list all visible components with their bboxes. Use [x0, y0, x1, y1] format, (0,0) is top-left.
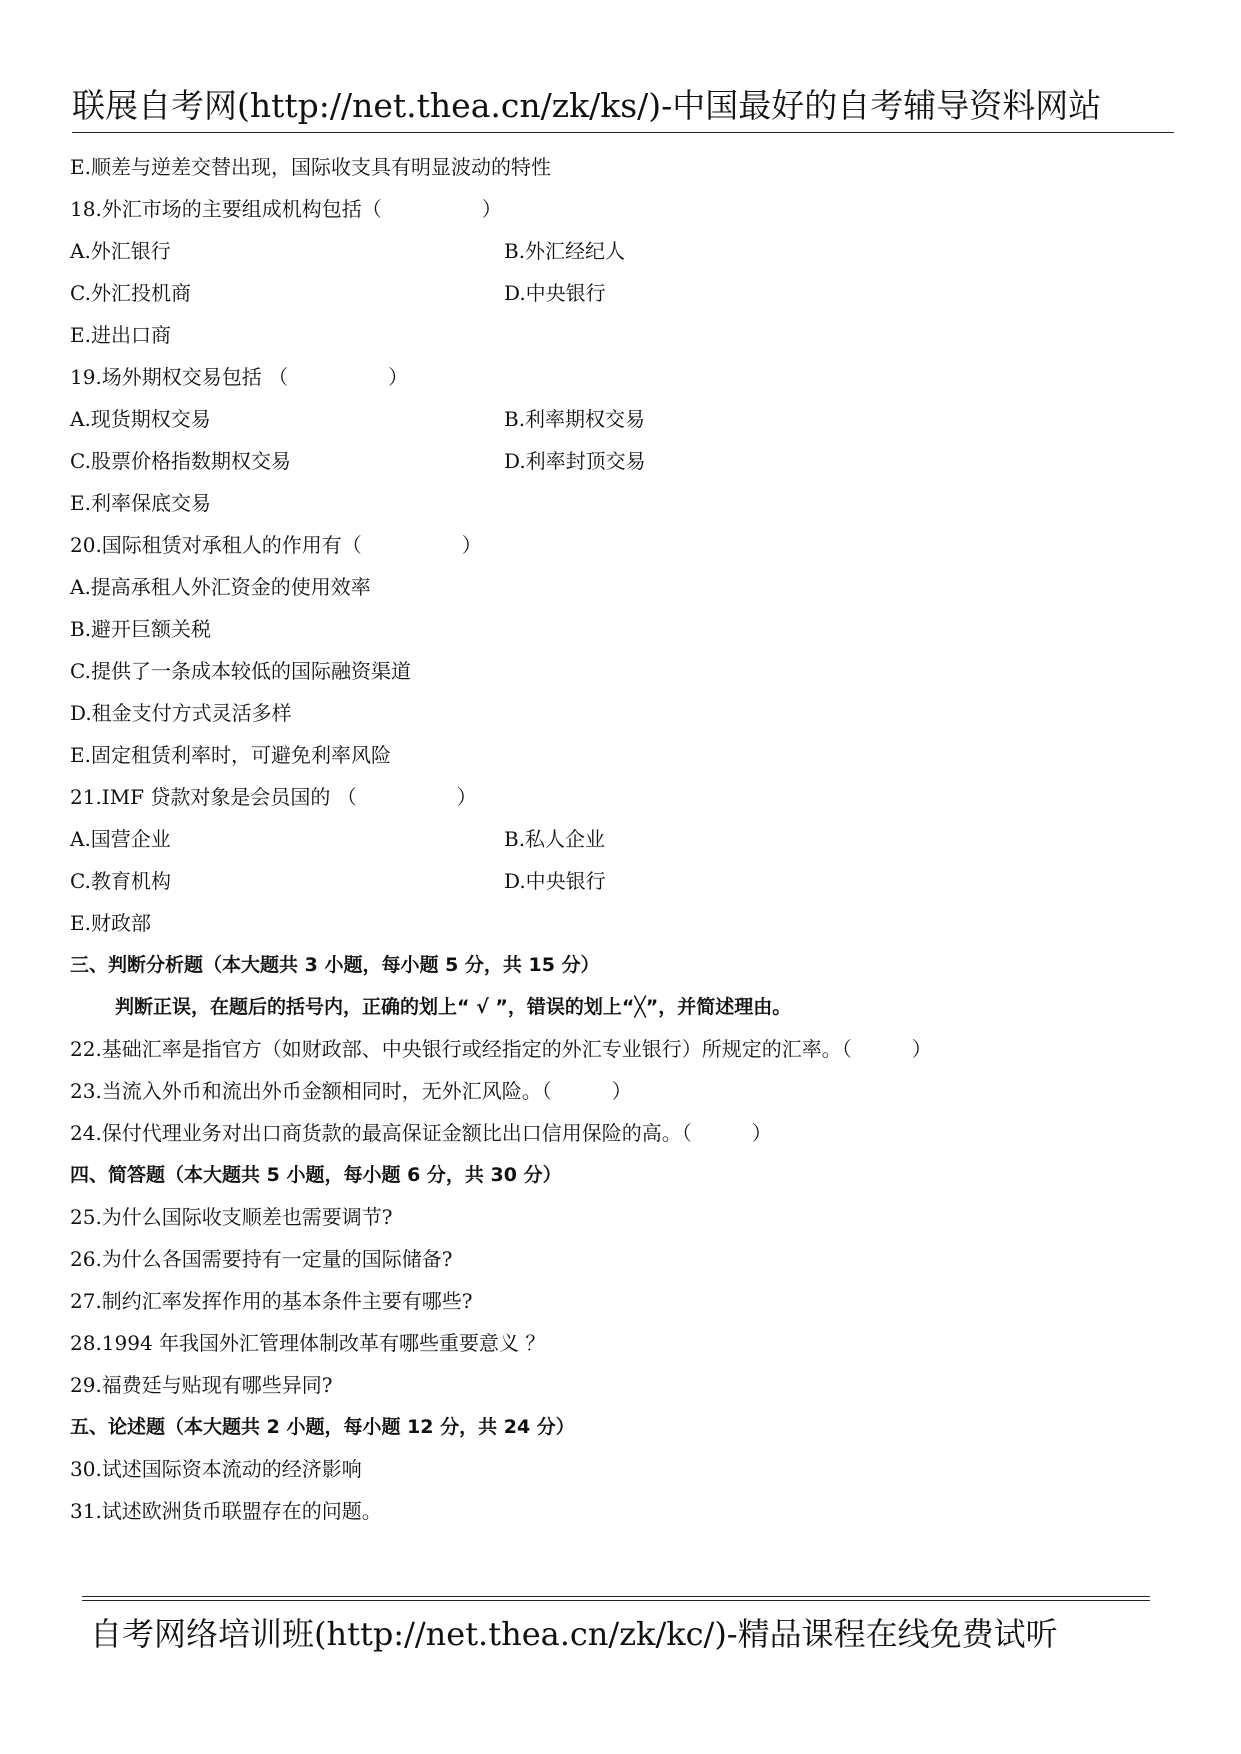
question-29: 29.福费廷与贴现有哪些异同? [70, 1373, 333, 1397]
question-27: 27.制约汇率发挥作用的基本条件主要有哪些? [70, 1289, 473, 1313]
section-heading-4: 四、简答题（本大题共 5 小题，每小题 6 分，共 30 分） [70, 1164, 562, 1186]
question-26: 26.为什么各国需要持有一定量的国际储备? [70, 1247, 453, 1271]
option-a: A.现货期权交易 [70, 407, 211, 431]
option-a: A.提高承租人外汇资金的使用效率 [70, 575, 371, 599]
option-a: A.国营企业 [70, 827, 171, 851]
option-e: E.固定租赁利率时，可避免利率风险 [70, 743, 391, 767]
question-21: 21.IMF 贷款对象是会员国的 （ ） [70, 785, 477, 809]
option-row [70, 230, 1180, 272]
option-row [70, 860, 1180, 902]
page-footer: 自考网络培训班(http://net.thea.cn/zk/kc/)-精品课程在线免费试听 [90, 1615, 1058, 1653]
question-18: 18.外汇市场的主要组成机构包括（ ） [70, 197, 502, 221]
option-row [70, 440, 1180, 482]
option-row [70, 818, 1180, 860]
question-25: 25.为什么国际收支顺差也需要调节? [70, 1205, 393, 1229]
option-d: D.中央银行 [504, 869, 606, 893]
option-c: C.外汇投机商 [70, 281, 191, 305]
option-row [70, 398, 1180, 440]
option-b: B.外汇经纪人 [504, 239, 626, 263]
option-d: D.利率封顶交易 [504, 449, 646, 473]
option-e: E.财政部 [70, 911, 151, 935]
option-line: E.顺差与逆差交替出现，国际收支具有明显波动的特性 [70, 155, 551, 179]
question-20: 20.国际租赁对承租人的作用有（ ） [70, 533, 482, 557]
section-heading-5: 五、论述题（本大题共 2 小题，每小题 12 分，共 24 分） [70, 1416, 575, 1438]
option-e: E.进出口商 [70, 323, 171, 347]
header-divider [72, 132, 1174, 133]
option-c: C.教育机构 [70, 869, 171, 893]
question-22: 22.基础汇率是指官方（如财政部、中央银行或经指定的外汇专业银行）所规定的汇率。（ ） [70, 1037, 932, 1061]
option-b: B.避开巨额关税 [70, 617, 212, 641]
section-heading-3: 三、判断分析题（本大题共 3 小题，每小题 5 分，共 15 分） [70, 954, 600, 976]
page-header: 联展自考网(http://net.thea.cn/zk/ks/)-中国最好的自考辅导资料网站 [72, 86, 1102, 125]
question-31: 31.试述欧洲货币联盟存在的问题。 [70, 1499, 382, 1523]
footer-divider [82, 1596, 1150, 1601]
question-28: 28.1994 年我国外汇管理体制改革有哪些重要意义 ？ [70, 1331, 546, 1355]
option-c: C.提供了一条成本较低的国际融资渠道 [70, 659, 411, 683]
question-19: 19.场外期权交易包括 （ ） [70, 365, 409, 389]
option-b: B.私人企业 [504, 827, 606, 851]
exam-content [70, 146, 1180, 1532]
option-b: B.利率期权交易 [504, 407, 646, 431]
option-e: E.利率保底交易 [70, 491, 211, 515]
option-a: A.外汇银行 [70, 239, 171, 263]
section-instruction: 判断正误，在题后的括号内，正确的划上“ √ ”，错误的划上“╳”，并简述理由。 [115, 996, 792, 1018]
option-row [70, 272, 1180, 314]
option-d: D.租金支付方式灵活多样 [70, 701, 292, 725]
option-d: D.中央银行 [504, 281, 606, 305]
question-24: 24.保付代理业务对出口商货款的最高保证金额比出口信用保险的高。（ ） [70, 1121, 772, 1145]
question-23: 23.当流入外币和流出外币金额相同时，无外汇风险。（ ） [70, 1079, 632, 1103]
option-c: C.股票价格指数期权交易 [70, 449, 291, 473]
question-30: 30.试述国际资本流动的经济影响 [70, 1457, 362, 1481]
